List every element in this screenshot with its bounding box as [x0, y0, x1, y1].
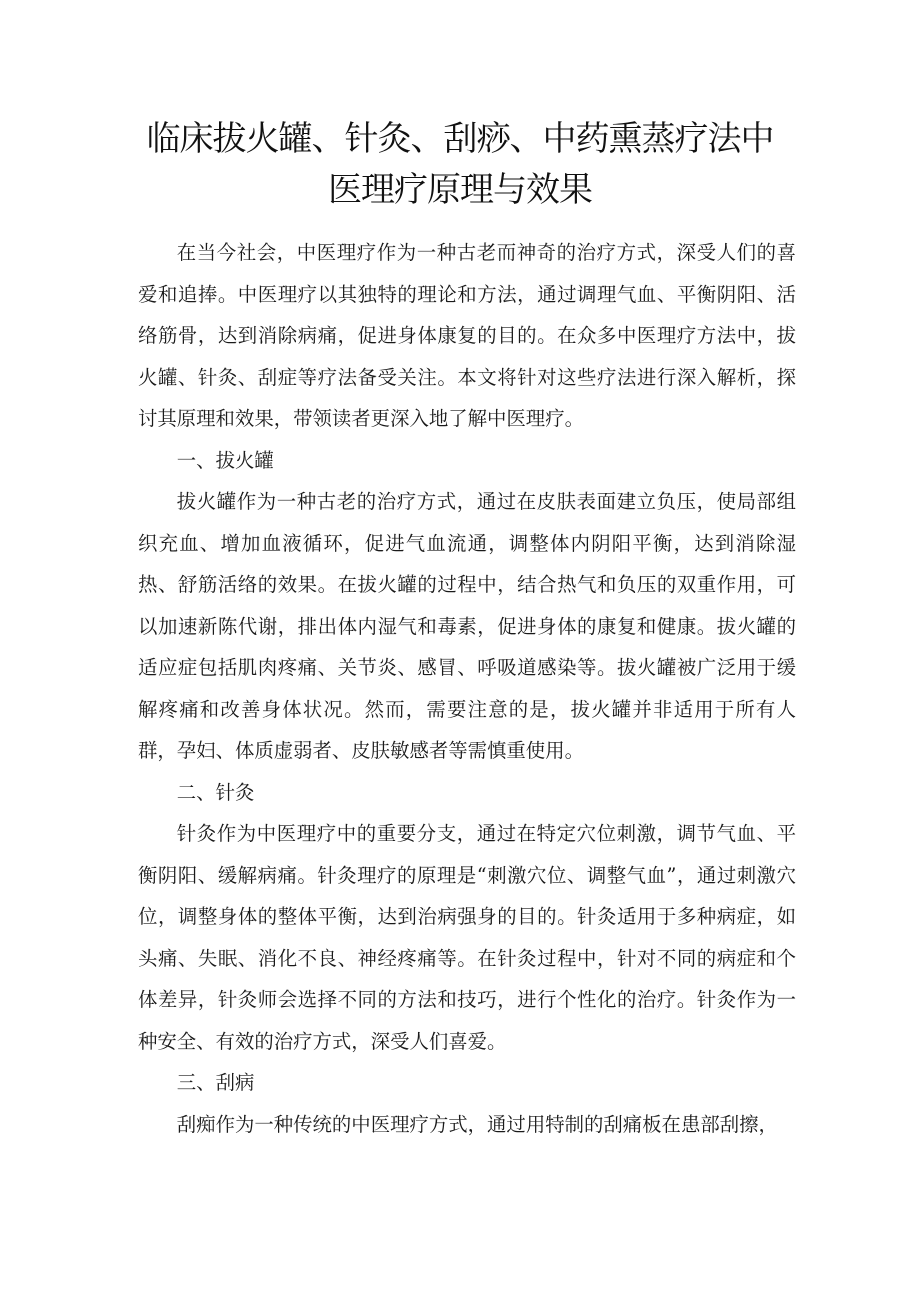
document-body	[138, 232, 796, 1145]
section-text-acupuncture: 针灸作为中医理疗中的重要分支，通过在特定穴位刺激，调节气血、平衡阴阳、缓解病痛。针灸理疗的原理是“刺激穴位、调整气血”，通过刺激穴位，调整身体的整体平衡，达到治病强身的目的。针灸适用于多种病症，如头痛、失眠、消化不良、神经疼痛等。在针灸过程中，针对不同的病症和个体差异，针灸师会选择不同的方法和技巧，进行个性化的治疗。针灸作为一种安全、有效的治疗方式，深受人们喜爱。	[138, 822, 796, 1053]
section-text-scraping: 刮痴作为一种传统的中医理疗方式，通过用特制的刮痛板在患部刮擦，	[176, 1112, 778, 1136]
document-title	[120, 114, 800, 216]
section-heading-cupping: 一、拔火罐	[176, 448, 274, 472]
section-heading-acupuncture: 二、针灸	[176, 780, 255, 804]
title-line-1: 临床拔火罐、针灸、刮痧、中药熏蒸疗法中	[146, 119, 774, 159]
section-heading-scraping: 三、刮病	[176, 1071, 255, 1094]
section-text-cupping: 拔火罐作为一种古老的治疗方式，通过在皮肤表面建立负压，使局部组织充血、增加血液循环，促进气血流通，调整体内阴阳平衡，达到消除湿热、舒筋活络的效果。在拔火罐的过程中，结合热气和负压的双重作用，可以加速新陈代谢，排出体内湿气和毒素，促进身体的康复和健康。拔火罐的适应症包括肌肉疼痛、关节炎、感冒、呼吸道感染等。拔火罐被广泛用于缓解疼痛和改善身体状况。然而，需要注意的是，拔火罐并非适用于所有人群，孕妇、体质虚弱者、皮肤敏感者等需慎重使用。	[138, 490, 796, 762]
title-line-2: 医理疗原理与效果	[328, 170, 592, 210]
intro-paragraph: 在当今社会，中医理疗作为一种古老而神奇的治疗方式，深受人们的喜爱和追捧。中医理疗以其独特的理论和方法，通过调理气血、平衡阴阳、活络筋骨，达到消除病痛，促进身体康复的目的。在众多中医理疗方法中，拔火罐、针灸、刮症等疗法备受关注。本文将针对这些疗法进行深入解析，探讨其原理和效果，带领读者更深入地了解中医理疗。	[138, 241, 796, 430]
